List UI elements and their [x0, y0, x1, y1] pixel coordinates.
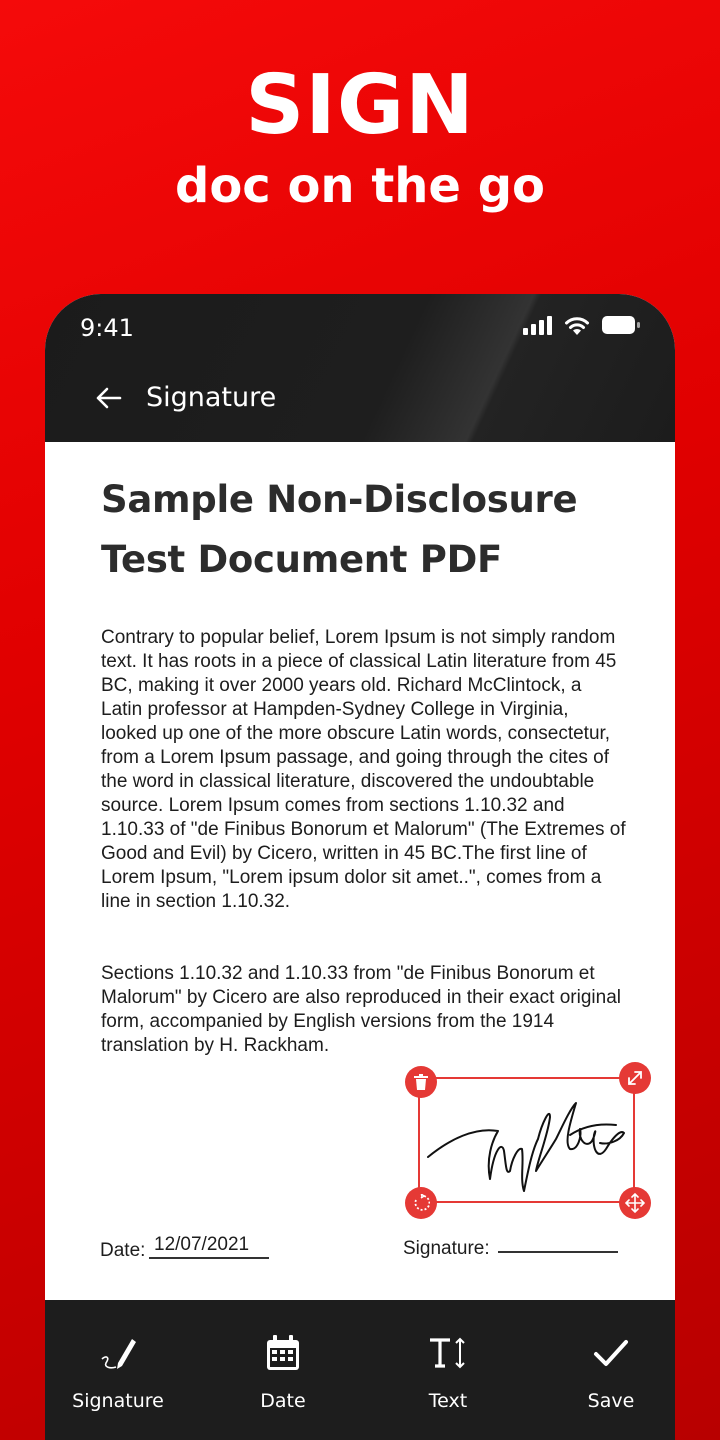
move-signature-button[interactable]	[619, 1187, 651, 1219]
toolbar-text-label: Text	[428, 1390, 468, 1412]
checkmark-icon	[593, 1338, 629, 1368]
pen-signature-icon	[98, 1333, 138, 1373]
status-time: 9:41	[80, 314, 134, 342]
signature-label: Signature:	[403, 1238, 490, 1259]
bottom-toolbar	[45, 1300, 675, 1440]
rotate-signature-button[interactable]	[405, 1187, 437, 1219]
calendar-icon	[266, 1335, 300, 1371]
move-icon	[625, 1193, 645, 1213]
resize-icon	[626, 1069, 644, 1087]
status-icons	[523, 314, 641, 336]
document-title: Sample Non-Disclosure Test Document PDF	[101, 478, 578, 581]
toolbar-save-label: Save	[587, 1390, 635, 1412]
signature-box[interactable]	[418, 1077, 635, 1203]
hero-subtitle: doc on the go	[174, 158, 546, 214]
document-paragraph: Sections 1.10.32 and 1.10.33 from "de Finibus Bonorum et Malorum" by Cicero are also reproduced in their exact original form, accompanied by English versions from the 1914 translation by H. Rackham.	[101, 963, 621, 1056]
text-size-icon	[428, 1335, 468, 1371]
signal-icon	[523, 315, 553, 335]
toolbar-date-label: Date	[260, 1390, 306, 1412]
toolbar-text-button[interactable]	[378, 1328, 518, 1412]
date-label: Date:	[100, 1240, 146, 1261]
wifi-icon	[563, 314, 591, 336]
phone-frame	[45, 294, 675, 1440]
rotate-icon	[412, 1194, 430, 1212]
battery-icon	[601, 314, 641, 336]
signature-line[interactable]	[498, 1251, 618, 1253]
resize-signature-button[interactable]	[619, 1062, 651, 1094]
screen-title: Signature	[146, 382, 277, 413]
toolbar-signature-button[interactable]	[48, 1328, 188, 1412]
document-paragraph: Contrary to popular belief, Lorem Ipsum is not simply random text. It has roots in a piece of classical Latin literature from 45 BC, making it over 2000 years old. Richard McClintock, a Latin professor at Hampden-Sydney College in Virginia, looked up one of the more obscure Latin words, consectetur, from a Lorem Ipsum passage, and going through the cites of the word in classical literature, discovered the undoubtable source. Lorem Ipsum comes from sections 1.10.32 and 1.10.33 of "de Finibus Bonorum et Malorum" (The Extremes of Good and Evil) by Cicero, written in 45 BC.The first line of Lorem Ipsum, "Lorem ipsum dolor sit amet..", comes from a line in section 1.10.32.	[101, 627, 626, 912]
back-button[interactable]	[93, 382, 125, 414]
toolbar-signature-label: Signature	[72, 1390, 164, 1412]
handwritten-signature	[420, 1079, 633, 1201]
toolbar-date-button[interactable]	[213, 1328, 353, 1412]
hero-title: SIGN	[245, 58, 475, 153]
date-field[interactable]: 12/07/2021	[149, 1234, 269, 1259]
delete-signature-button[interactable]	[405, 1066, 437, 1098]
app-header	[45, 294, 675, 442]
toolbar-save-button[interactable]	[541, 1328, 675, 1412]
trash-icon	[414, 1074, 428, 1090]
arrow-left-icon	[93, 382, 125, 414]
